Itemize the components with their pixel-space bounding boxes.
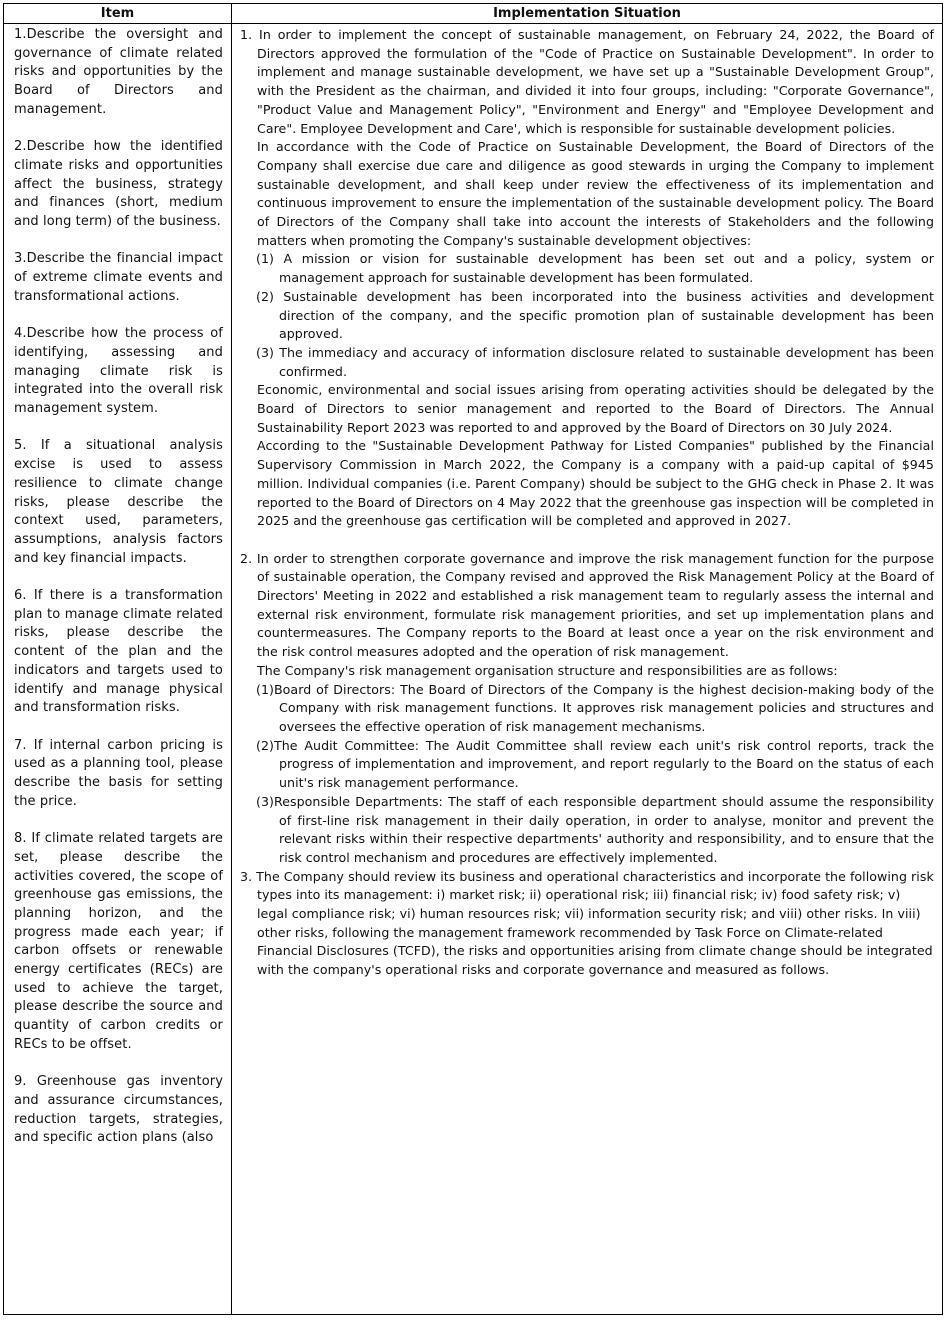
item-9: 9. Greenhouse gas inventory and assurance circumstances, reduction targets, strategies, and specific action plans (also <box>14 1074 223 1146</box>
section-2-structure-intro: The Company's risk management organisation structure and responsibilities are as follows: <box>257 662 838 678</box>
section-1-point-2: (2) Sustainable development has been incorporated into the business activities and development direction of the company, and the specific promotion plan of sustainable development has been approved. <box>256 288 934 342</box>
section-1-intro: 1. In order to implement the concept of sustainable management, on February 24, 2022, the Board of Directors approved the formulation of the "Code of Practice on Sustainable Development". In order to implement and manage sustainable development, we have set up a "Sustainable Development Group", with the President as the chairman, and divided it into four groups, including: "Corporate Governance", "Product Value and Management Policy", "Environment and Energy" and "Employee Development and Care". Employee Development and Care', which is responsible for sustainable development policies. <box>240 27 934 136</box>
item-column-cell <box>4 24 232 1315</box>
section-1-paragraph-3: Economic, environmental and social issues arising from operating activities should be delegated by the Board of Directors to senior management and reported to the Board of Directors. The Annual Sustainability Report 2023 was reported to and approved by the Board of Directors on 30 July 2024. <box>257 382 934 435</box>
tcfd-disclosure-table <box>3 3 943 1315</box>
section-3-intro: 3. The Company should review its business and operational characteristics and incorporate the following risk types into its management: i) market risk; ii) operational risk; iii) financial risk; iv) food safety risk; v) legal compliance risk; vi) human resources risk; vii) information security risk; and viii) other risks. In viii) other risks, following the management framework recommended by Task Force on Climate-related Financial Disclosures (TCFD), the risks and opportunities arising from climate change should be integrated with the company's operational risks and corporate governance and measured as follows. <box>240 868 934 978</box>
item-5: 5. If a situational analysis excise is used to assess resilience to climate change risks, please describe the context used, parameters, assumptions, analysis factors and key financial impacts. <box>14 438 223 566</box>
item-8: 8. If climate related targets are set, please describe the activities covered, the scope of greenhouse gas emissions, the planning horizon, and the progress made each year; if carbon offsets or renewable energy certificates (RECs) are used to achieve the target, please describe the source and quantity of carbon credits or RECs to be offset. <box>14 831 223 1052</box>
section-1-paragraph-4: According to the "Sustainable Development Pathway for Listed Companies" published by the Financial Supervisory Commission in March 2022, the Company is a company with a paid-up capital of $945 million. Individual companies (i.e. Parent Company) should be subject to the GHG check in Phase 2. It was reported to the Board of Directors on 4 May 2022 that the greenhouse gas inspection will be completed in 2025 and the greenhouse gas certification will be completed and approved in 2027. <box>257 438 934 529</box>
item-1: 1.Describe the oversight and governance of climate related risks and opportunities by the Board of Directors and management. <box>14 27 223 117</box>
item-7: 7. If internal carbon pricing is used as a planning tool, please describe the basis for setting the price. <box>14 737 223 809</box>
implementation-text <box>232 24 942 980</box>
section-spacer <box>240 531 934 550</box>
section-2-point-1: (1)Board of Directors: The Board of Directors of the Company is the highest decision-making body of the Company with risk management functions. It approves risk management policies and structures and oversees the effective operation of risk management mechanisms. <box>256 681 934 734</box>
table-row <box>4 24 943 1315</box>
item-6: 6. If there is a transformation plan to manage climate related risks, please describe the content of the plan and the indicators and targets used to identify and manage physical and transformation risks. <box>14 588 223 716</box>
section-1-point-1: (1) A mission or vision for sustainable development has been set out and a policy, system or management approach for sustainable development has been formulated. <box>256 251 934 286</box>
section-1-point-3: (3) The immediacy and accuracy of information disclosure related to sustainable development has been confirmed. <box>256 344 934 379</box>
implementation-column-cell <box>232 24 943 1315</box>
item-2: 2.Describe how the identified climate risks and opportunities affect the business, strategy and finances (short, medium and long term) of the business. <box>14 139 223 230</box>
section-2-intro: 2. In order to strengthen corporate governance and improve the risk management function for the purpose of sustainable operation, the Company revised and approved the Risk Management Policy at the Board of Directors' Meeting in 2022 and established a risk management team to regularly assess the internal and external risk environment, formulate risk management priorities, and set up implementation plans and countermeasures. The Company reports to the Board at least once a year on the risk environment and the risk control measures adopted and the operation of risk management. <box>240 550 934 660</box>
header-implementation-situation: Implementation Situation <box>232 4 943 24</box>
section-1-paragraph-2: In accordance with the Code of Practice on Sustainable Development, the Board of Directors of the Company shall exercise due care and diligence as good stewards in urging the Company to implement sustainable development, and shall keep under review the effectiveness of its implementation and continuous improvement to ensure the implementation of the sustainable development policy. The Board of Directors of the Company shall take into account the interests of Stakeholders and the following matters when promoting the Company's sustainable development objectives: <box>257 139 934 248</box>
item-4: 4.Describe how the process of identifying, assessing and managing climate risk is integrated into the overall risk management system. <box>14 326 223 417</box>
item-3: 3.Describe the financial impact of extreme climate events and transformational actions. <box>14 251 223 304</box>
item-list <box>4 24 231 1148</box>
section-2-point-2: (2)The Audit Committee: The Audit Committee shall review each unit's risk control reports, track the progress of implementation and improvement, and report regularly to the Board on the status of each unit's risk management performance. <box>256 737 934 791</box>
section-2-point-3: (3)Responsible Departments: The staff of each responsible department should assume the responsibility of first-line risk management in their daily operation, in order to analyse, monitor and prevent the relevant risks within their respective departments' authority and responsibility, and to ensure that the risk control mechanism and procedures are effectively implemented. <box>256 793 934 865</box>
header-item: Item <box>4 4 232 24</box>
table-header-row <box>4 4 943 24</box>
